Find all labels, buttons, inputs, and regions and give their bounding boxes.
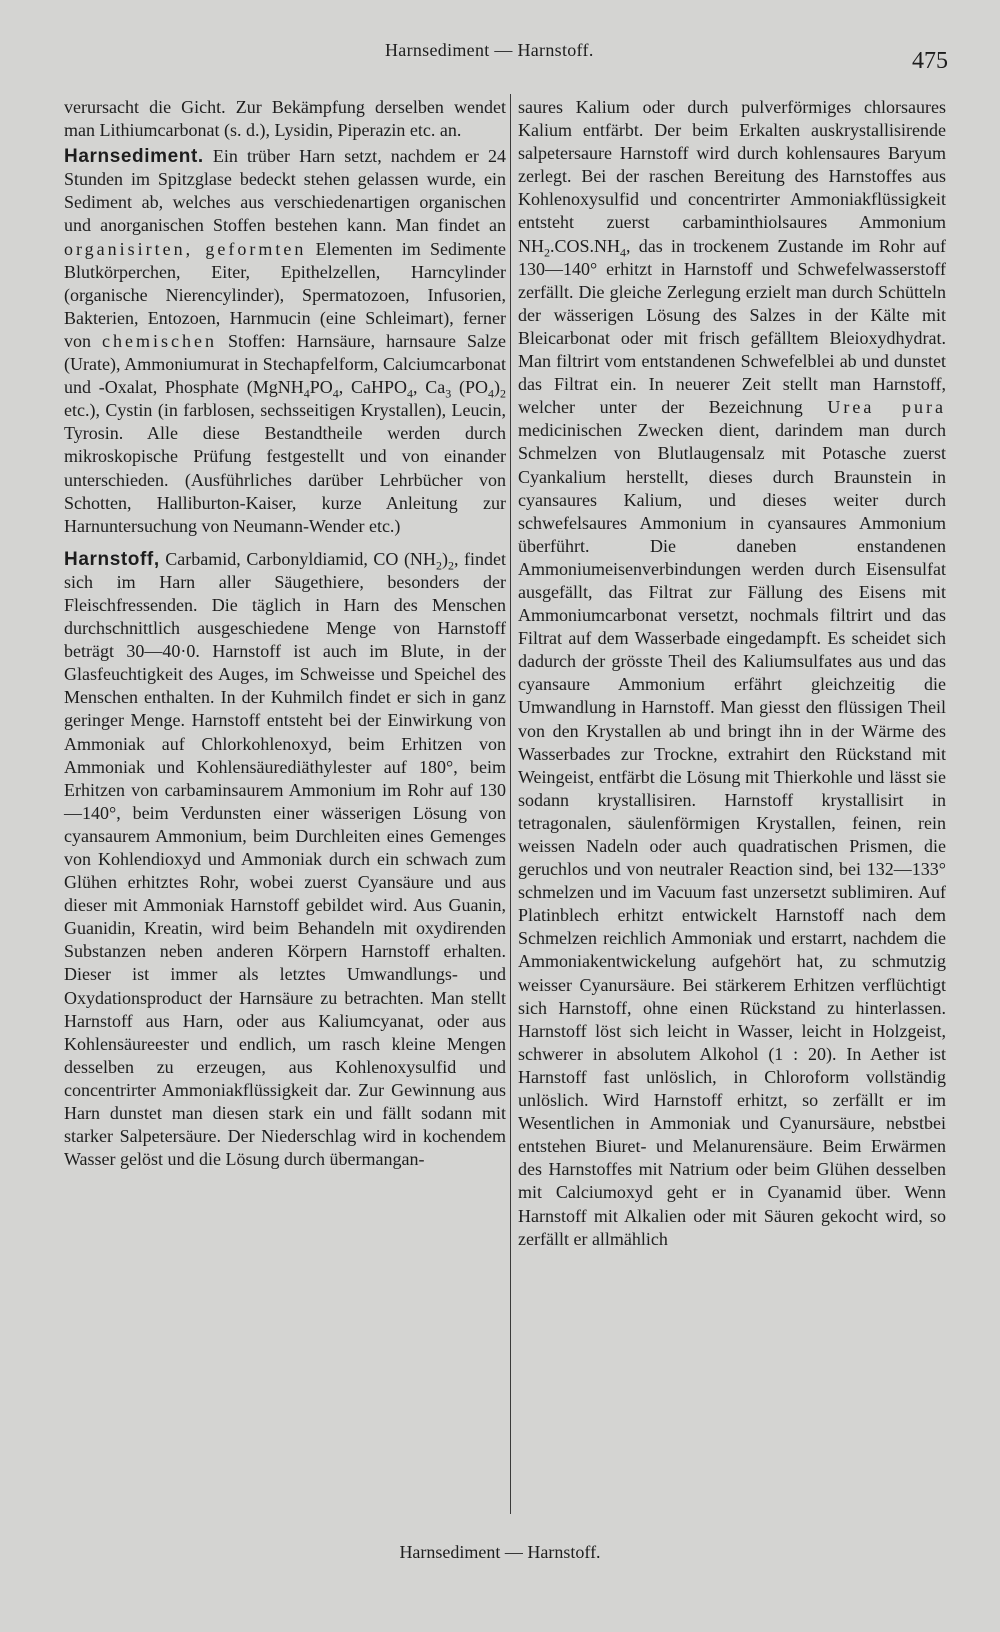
paragraph-harnstoff-continued xyxy=(518,96,946,1251)
text-run: Elementen im Sedimente Blutkörperchen, Eiter, Epithelzellen, Harncylinder (organische Nierencylinder), Spermatozoen, Infusorien, Bakterien, Entozoen, Harnmucin (eine Schleimart), ferner von xyxy=(64,238,506,351)
text-run: medicinischen Zwecken dient, darindem man durch Schmelzen von Blutlaugensalz mit Potasche zuerst Cyankalium herstellt, dieses durch Braunstein in cyansaures Kalium, und dieses weiter durch schwefelsaures Ammonium in cyansaures Ammonium überführt. Die daneben enstandenen Ammoniumeisenverbindungen werden durch Eisensulfat ausgefällt, das Filtrat zur Fällung des Eisens mit Ammoniumcarbonat versetzt, nochmals filtrirt und das Filtrat auf dem Wasserbade eingedampft. Es scheidet sich dadurch der grösste Theil des Kaliumsulfates aus und das cyansaure Ammonium erfährt gleichzeitig die Umwandlung in Harnstoff. Man giesst den flüssigen Theil von den Krystallen ab und bringt ihn in der Wärme des Wasserbades zur Trockne, extrahirt den Rückstand mit Weingeist, entfärbt die Lösung mit Thierkohle und lässt sie sodann krystallisiren. Harnstoff krystallisirt in tetragonalen, säulenförmigen Krystallen, feinen, rein weissen Nadeln oder auch quadratischen Prismen, die geruchlos und von neutraler Reaction sind, bei 132—133° schmelzen und im Vacuum fast unzersetzt sublimiren. Auf Platinblech erhitzt entwickelt Harnstoff nach dem Schmelzen reichlich Ammoniak und erstarrt, nachdem die Ammoniakentwickelung aufgehört hat, zu schmutzig weisser Cyanursäure. Bei stärkerem Erhitzen verflüchtigt sich Harnstoff, ohne einen Rückstand zu hinterlassen. Harnstoff löst sich leicht in Wasser, leicht in Holzgeist, schwerer in absolutem Alkohol (1 : 20). In Aether ist Harnstoff fast unlöslich, in Chloroform vollständig unlöslich. Wird Harnstoff erhitzt, so zerfällt er im Wesentlichen in Ammoniak und Cyanursäure, nebstbei entstehen Biuret- und Melanurensäure. Beim Erwärmen des Harnstoffes mit Natrium oder beim Glühen desselben mit Calciumoxyd geht er in Cyanamid über. Wenn Harnstoff mit Alkalien oder mit Säuren gekocht wird, so zerfällt er allmählich xyxy=(518,420,946,1249)
text-run: .COS.NH xyxy=(550,235,621,256)
text-run: etc.), Cystin (in farblosen, sechsseitigen Krystallen), Leucin, Tyrosin. Alle diese Bestandtheile werden durch mikroskopische Prüfung festgestellt und von einander unterschieden. (Ausführliches darüber Lehrbücher von Schotten, Halliburton-Kaiser, kurze Anleitung zur Harnuntersuchung von Neumann-Wender etc.) xyxy=(64,400,506,536)
paragraph-harnstoff xyxy=(64,548,506,1172)
text-run: ) xyxy=(441,548,448,569)
text-run: , Ca xyxy=(413,377,446,398)
text-run: , das in trockenem Zustande im Rohr auf 130—140° erhitzt in Harnstoff und Schwefelwasserstoff zerfällt. Die gleiche Zerlegung erzielt man durch Schütteln der wässerigen Lösung des Salzes in der Kälte mit Bleicarbonat oder mit frisch gefälltem Bleioxydhydrat. Man filtrirt vom entstandenen Schwefelblei ab und dunstet das Filtrat ein. In neuerer Zeit stellt man Harnstoff, welcher unter der Bezeichnung xyxy=(518,235,946,418)
right-column xyxy=(518,96,946,1251)
subscript: 4 xyxy=(407,386,413,401)
running-head: Harnsediment — Harnstoff. xyxy=(385,40,594,60)
subscript: 4 xyxy=(488,386,495,401)
subscript: 2 xyxy=(500,386,507,401)
spaced-emphasis: chemischen xyxy=(102,330,217,351)
subscript: 4 xyxy=(620,245,627,260)
subscript: 4 xyxy=(303,386,310,401)
subscript: 2 xyxy=(447,558,454,573)
paragraph-gicht: verursacht die Gicht. Zur Bekämpfung derselben wendet man Lithiumcarbonat (s. d.), Lysidin, Piperazin etc. an. xyxy=(64,97,506,141)
subscript: 3 xyxy=(445,386,452,401)
entry-heading-harnsediment: Harnsediment. xyxy=(64,146,204,168)
text-run: , findet sich im Harn aller Säugethiere, besonders der Fleischfressenden. Die täglich in Harn des Menschen durchschnittlich ausgeschiedene Menge von Harnstoff beträgt 30—40·0. Harnstoff ist auch im Blute, in der Glasfeuchtigkeit des Auges, im Schweisse und Speichel des Menschen enthalten. In der Kuhmilch findet er sich in ganz geringer Menge. Harnstoff entsteht bei der Einwirkung von Ammoniak auf Chlorkohlenoxyd, beim Erhitzen von Ammoniak und Kohlensäurediäthylester auf 180°, beim Erhitzen von carbaminsaurem Ammonium im Rohr auf 130—140°, beim Verdunsten einer wässerigen Lösung von cyansaurem Ammonium, beim Durchleiten eines Gemenges von Kohlendioxyd und Ammoniak durch ein schwach zum Glühen erhitztes Rohr, wobei zuerst Cyansäure und aus dieser mit Ammoniak Harnstoff gebildet wird. Aus Guanin, Guanidin, Kreatin, wird beim Behandeln mit oxydirenden Substanzen neben anderen Körpern Harnstoff erhalten. Dieser ist immer als letztes Umwandlungs- und Oxydationsproduct der Harnsäure zu betrachten. Man stellt Harnstoff aus Harn, oder aus Kaliumcyanat, oder aus Kohlensäureester und endlich, um rasch kleine Mengen desselben zu erzeugen, aus Kohlenoxysulfid und concentrirter Ammoniakflüssigkeit dar. Zur Gewinnung aus Harn dunstet man diesen stark ein und fällt sodann mit starker Salpetersäure. Der Niederschlag wird in kochendem Wasser gelöst und die Lösung durch übermangan- xyxy=(64,548,506,1170)
subscript: 2 xyxy=(544,245,550,260)
subscript: 2 xyxy=(435,558,442,573)
spaced-emphasis: organisirten, geformten xyxy=(64,238,307,259)
text-run: ) xyxy=(494,377,501,398)
column-divider xyxy=(510,94,511,1514)
page-header xyxy=(0,40,1000,80)
text-run: (PO xyxy=(451,377,489,398)
text-run: , CaHPO xyxy=(338,377,407,398)
text-run: Carbamid, Carbonyldiamid, CO (NH xyxy=(159,548,436,569)
paragraph-harnsediment xyxy=(64,145,506,538)
text-run: PO xyxy=(309,377,333,398)
left-column xyxy=(64,96,506,1171)
text-run: Stoffen: Harnsäure, harnsaure Salze (Urate), Ammoniumurat in Stechapfelform, Calciumcarbonat und -Oxalat, Phosphate (MgNH xyxy=(64,330,506,398)
subscript: 4 xyxy=(332,386,339,401)
page-footer: Harnsediment — Harnstoff. xyxy=(399,1542,601,1562)
page-number: 475 xyxy=(912,48,948,74)
text-run: saures Kalium oder durch pulverförmiges chlorsaures Kalium entfärbt. Der beim Erkalten auskrystallisirende salpetersaure Harnstoff wird durch kohlensaures Baryum zerlegt. Bei der raschen Bereitung des Harnstoffes aus Kohlenoxysulfid und concentrirter Ammoniakflüssigkeit entsteht zuerst carbaminthiolsaures Ammonium NH xyxy=(518,97,946,256)
text-run: Ein trüber Harn setzt, nachdem er 24 Stunden im Spitzglase bedeckt stehen gelassen wurde, ein Sediment ab, welches aus verschiedenartigen organischen und anorganischen Stoffen bestehen kann. Man findet an xyxy=(64,146,506,236)
entry-heading-harnstoff: Harnstoff, xyxy=(64,548,160,570)
spaced-emphasis-urea: Urea pura xyxy=(827,397,946,418)
